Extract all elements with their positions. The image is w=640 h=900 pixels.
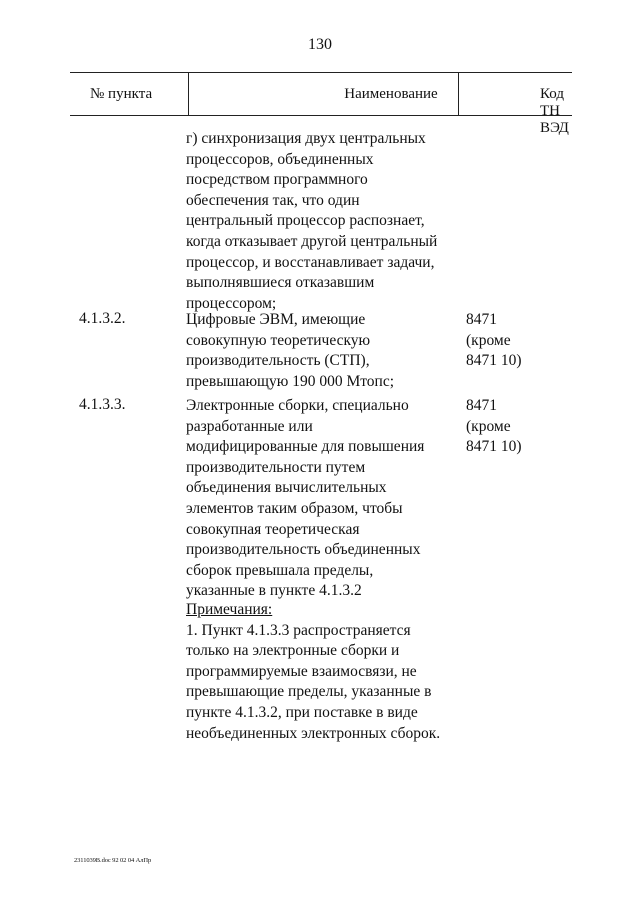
text-line: указанные в пункте 4.1.3.2 [186, 582, 362, 600]
row-name [186, 310, 394, 392]
text-line: Цифровые ЭВМ, имеющие [186, 311, 366, 328]
text-line: процессор, и восстанавливает задачи, [186, 253, 435, 271]
text-line: совокупную теоретическую [186, 331, 371, 349]
row-number: 4.1.3.3. [79, 396, 126, 413]
code-line: (кроме [466, 331, 511, 349]
code-line: 8471 [466, 397, 497, 414]
notes-line: только на электронные сборки и [186, 642, 400, 660]
notes-line: программируемые взаимосвязи, не [186, 662, 417, 680]
code-line: 8471 10) [466, 352, 522, 370]
text-line: производительность объединенных [186, 541, 421, 559]
table-header [70, 72, 572, 136]
text-line: объединения вычислительных [186, 479, 387, 497]
row-name [186, 396, 424, 602]
notes-block [186, 600, 440, 744]
text-line: разработанные или [186, 417, 313, 435]
text-line: производительность (СТП), [186, 352, 370, 370]
code-line: (кроме [466, 417, 511, 435]
text-line: сборок превышала пределы, [186, 561, 374, 579]
text-line: совокупная теоретическая [186, 520, 360, 538]
header-code: Код ТН ВЭД [540, 86, 569, 136]
header-name: Наименование [344, 86, 438, 102]
text-line: Электронные сборки, специально [186, 397, 409, 414]
text-line: процессоров, объединенных [186, 150, 374, 168]
notes-line: 1. Пункт 4.1.3.3 распространяется [186, 621, 411, 639]
text-line: элементов таким образом, чтобы [186, 499, 403, 517]
page-number: 130 [308, 36, 332, 53]
row-code [466, 310, 522, 372]
text-line: когда отказывает другой центральный [186, 232, 438, 250]
text-line: выполнявшиеся отказавшим [186, 274, 375, 292]
code-line: 8471 [466, 311, 497, 328]
text-line: процессором; [186, 294, 277, 312]
intro-text [186, 129, 437, 314]
notes-line: необъединенных электронных сборок. [186, 724, 441, 742]
column-divider [458, 73, 459, 115]
notes-line: превышающие пределы, указанные в [186, 683, 432, 701]
row-number: 4.1.3.2. [79, 310, 126, 327]
header-item-number: № пункта [90, 86, 153, 102]
row-code [466, 396, 522, 458]
notes-title: Примечания: [186, 601, 273, 618]
code-line: 8471 10) [466, 438, 522, 456]
text-line: превышающую 190 000 Мтопс; [186, 372, 395, 390]
text-line: центральный процессор распознает, [186, 212, 425, 230]
text-line: модифицированные для повышения [186, 438, 425, 456]
notes-line: пункте 4.1.3.2, при поставке в виде [186, 703, 418, 721]
text-line: обеспечения так, что один [186, 191, 360, 209]
text-line: г) синхронизация двух центральных [186, 130, 426, 147]
text-line: производительности путем [186, 458, 366, 476]
column-divider [188, 73, 189, 115]
footer-file-reference: 2311039В.doc 92 02 04 АлПр [74, 857, 152, 864]
text-line: посредством программного [186, 171, 368, 189]
